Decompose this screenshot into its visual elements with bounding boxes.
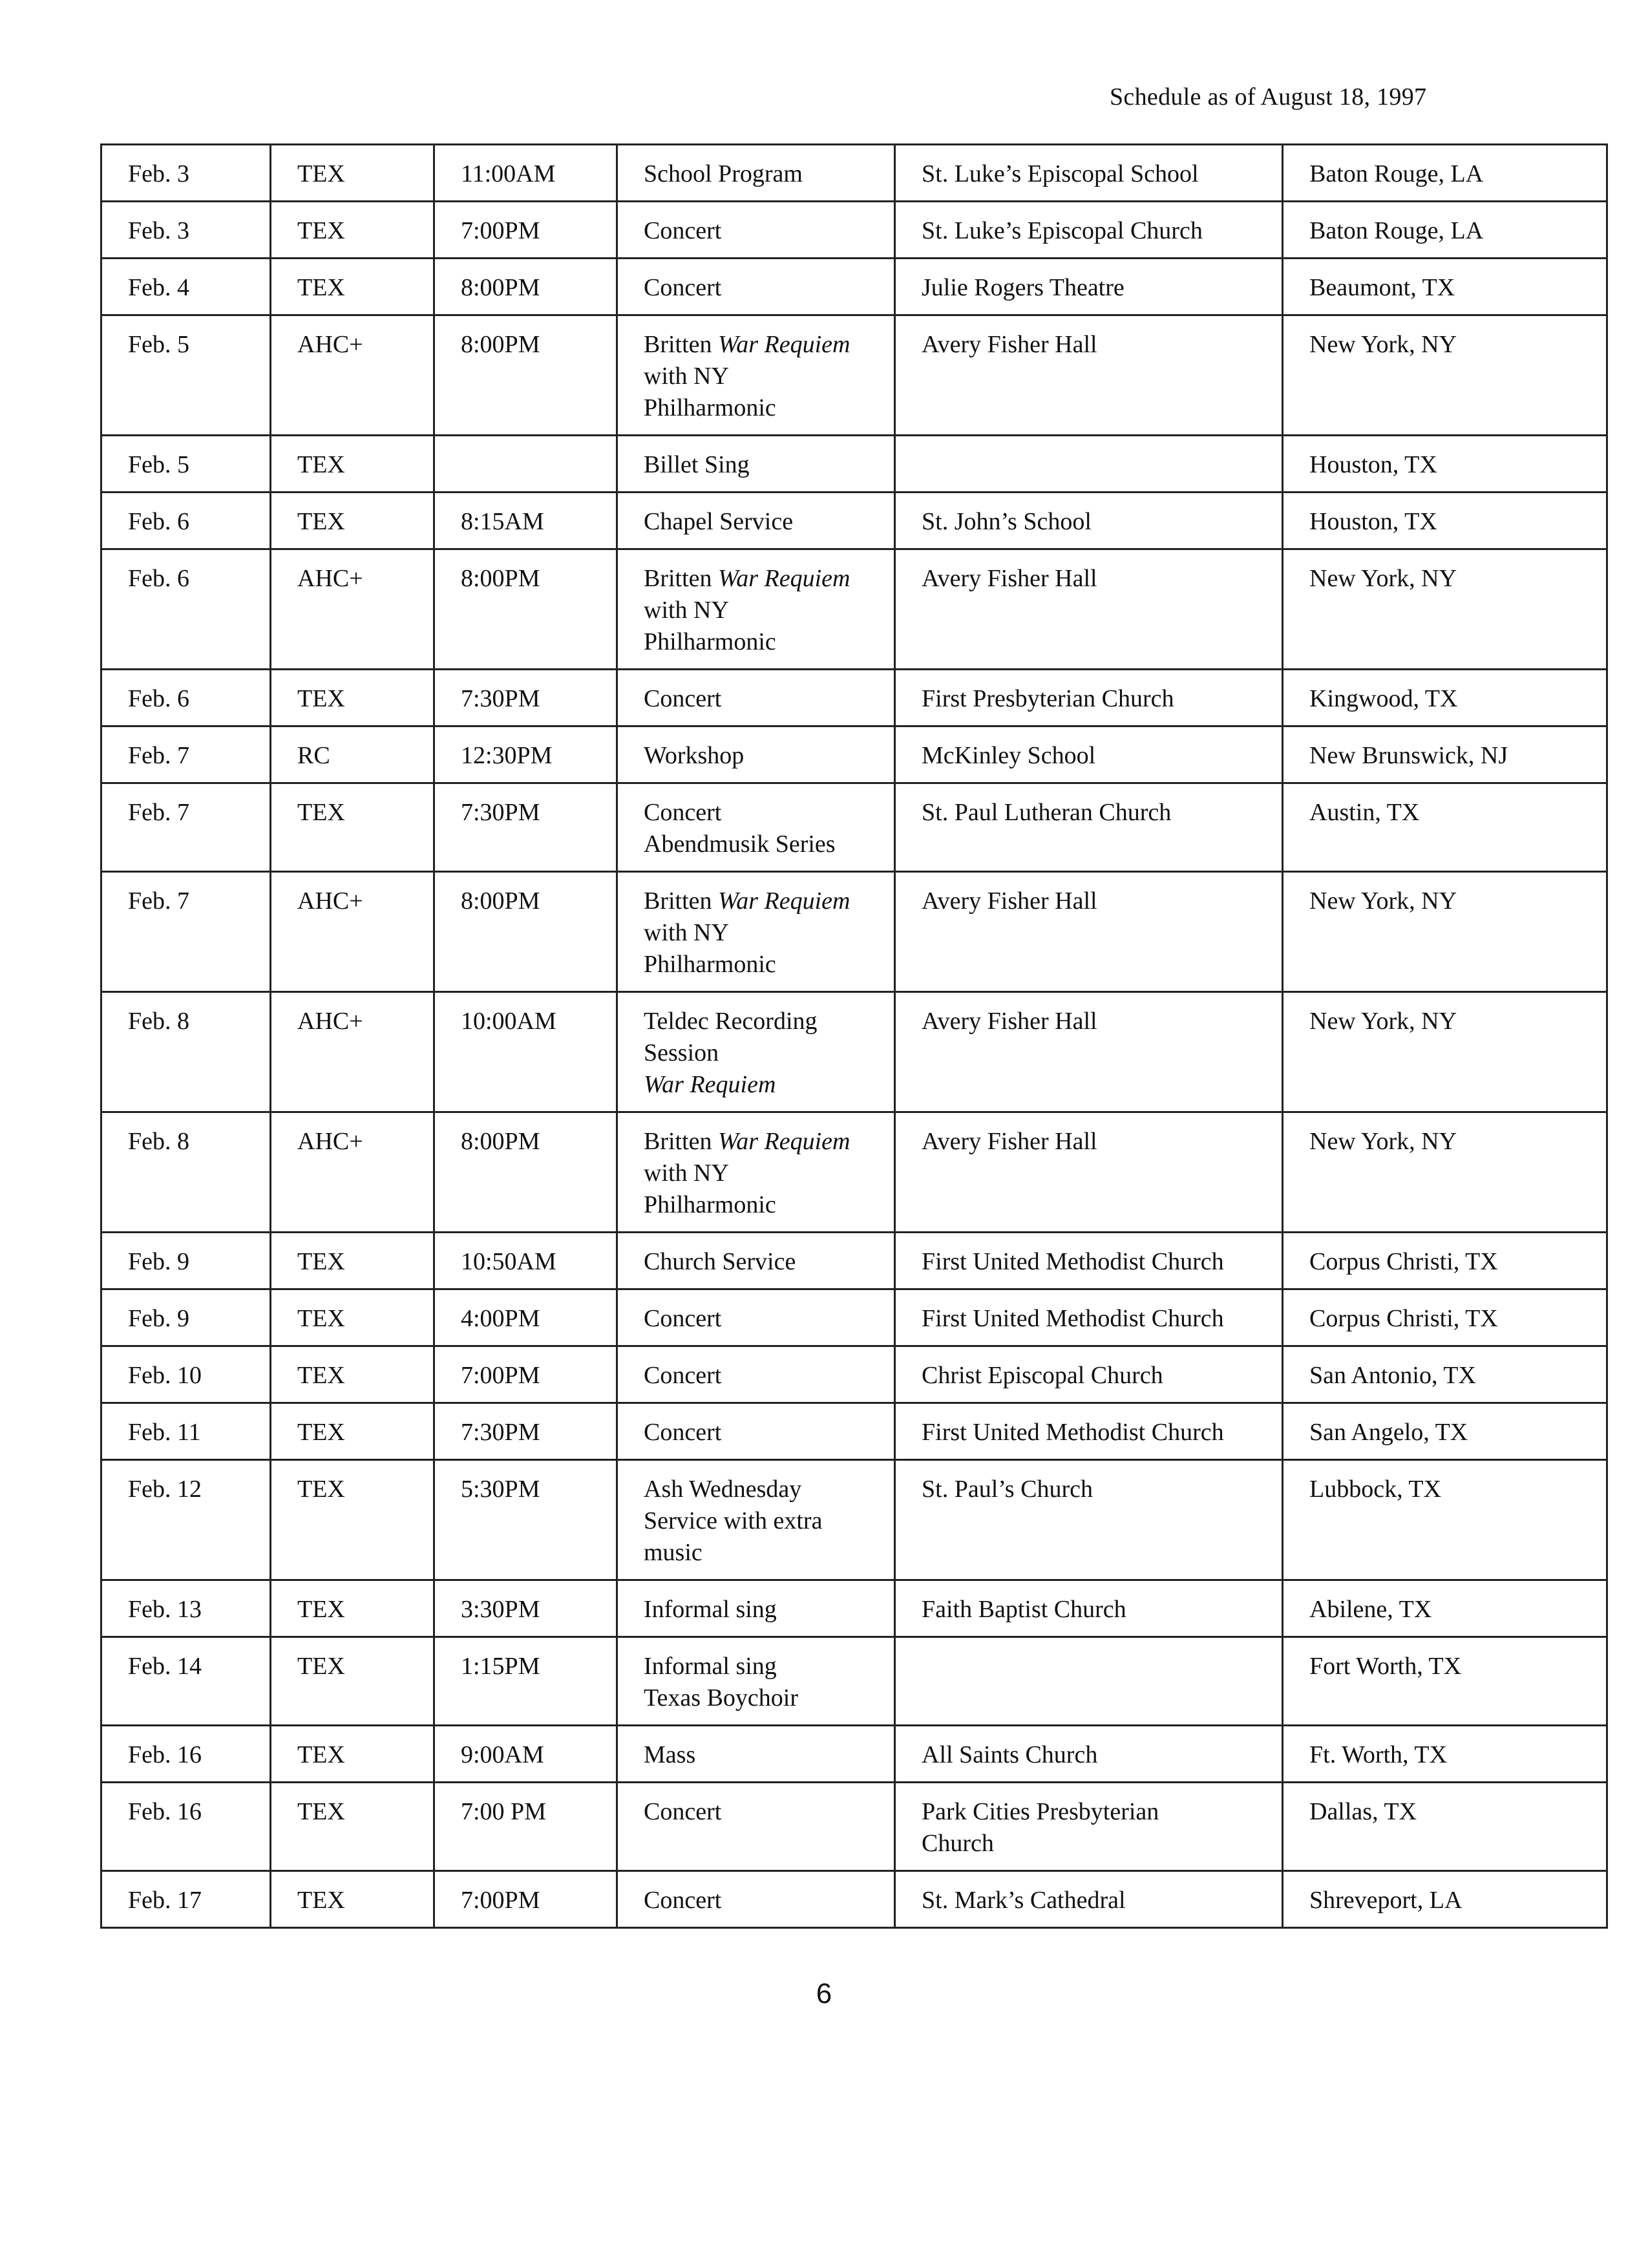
- event-line: [644, 1594, 877, 1626]
- group-cell: TEX: [271, 493, 434, 549]
- location-cell: Ft. Worth, TX: [1283, 1726, 1607, 1783]
- event-line: [644, 683, 877, 715]
- event-work-title: War Requiem: [644, 1071, 776, 1098]
- event-text: Informal sing: [644, 1653, 777, 1680]
- event-cell: [617, 1580, 895, 1637]
- venue-cell: [895, 1637, 1283, 1726]
- group-cell: TEX: [271, 1289, 434, 1346]
- venue-cell: [895, 1112, 1283, 1233]
- date-cell: Feb. 7: [101, 783, 271, 872]
- venue-line: Christ Episcopal Church: [922, 1362, 1163, 1389]
- event-cell: [617, 726, 895, 783]
- date-cell: Feb. 9: [101, 1233, 271, 1289]
- group-cell: AHC+: [271, 315, 434, 436]
- event-line: [644, 1303, 877, 1335]
- venue-line: All Saints Church: [922, 1741, 1098, 1768]
- group-cell: TEX: [271, 670, 434, 726]
- event-line: [644, 1739, 877, 1771]
- event-text: Workshop: [644, 742, 745, 769]
- location-cell: New York, NY: [1283, 1112, 1607, 1233]
- location-cell: New York, NY: [1283, 992, 1607, 1112]
- location-cell: Austin, TX: [1283, 783, 1607, 872]
- group-cell: TEX: [271, 1580, 434, 1637]
- event-line: [644, 829, 877, 860]
- location-cell: Lubbock, TX: [1283, 1460, 1607, 1580]
- venue-cell: [895, 670, 1283, 726]
- group-cell: TEX: [271, 259, 434, 315]
- table-row: [101, 145, 1607, 202]
- venue-cell: [895, 1726, 1283, 1783]
- table-row: [101, 1460, 1607, 1580]
- table-row: [101, 1346, 1607, 1403]
- time-cell: 7:00PM: [434, 1871, 617, 1928]
- event-text: Concert: [644, 1419, 722, 1446]
- event-text: Concert: [644, 1798, 722, 1825]
- date-cell: Feb. 13: [101, 1580, 271, 1637]
- event-line: [644, 392, 877, 424]
- venue-line: St. Paul Lutheran Church: [922, 799, 1172, 826]
- date-cell: Feb. 3: [101, 202, 271, 259]
- event-line: [644, 563, 877, 595]
- group-cell: TEX: [271, 436, 434, 493]
- event-line: [644, 361, 877, 392]
- venue-cell: [895, 992, 1283, 1112]
- date-cell: Feb. 3: [101, 145, 271, 202]
- venue-line: First United Methodist Church: [922, 1305, 1224, 1332]
- event-work-title: War Requiem: [718, 331, 850, 358]
- date-cell: Feb. 8: [101, 992, 271, 1112]
- schedule-date-note: Schedule as of August 18, 1997: [1110, 83, 1427, 111]
- time-cell: 7:00PM: [434, 1346, 617, 1403]
- event-line: [644, 1651, 877, 1682]
- event-text: with NY: [644, 919, 729, 946]
- event-text: music: [644, 1539, 703, 1566]
- event-line: [644, 595, 877, 626]
- event-line: [644, 215, 877, 247]
- date-cell: Feb. 5: [101, 315, 271, 436]
- event-cell: [617, 783, 895, 872]
- event-text: with NY: [644, 1160, 729, 1187]
- table-row: [101, 1637, 1607, 1726]
- venue-line: Avery Fisher Hall: [922, 887, 1097, 915]
- event-cell: [617, 1403, 895, 1460]
- venue-cell: [895, 1871, 1283, 1928]
- event-text: Philharmonic: [644, 628, 776, 655]
- venue-cell: [895, 202, 1283, 259]
- venue-line: First United Methodist Church: [922, 1419, 1224, 1446]
- time-cell: 5:30PM: [434, 1460, 617, 1580]
- date-cell: Feb. 10: [101, 1346, 271, 1403]
- location-cell: Abilene, TX: [1283, 1580, 1607, 1637]
- group-cell: TEX: [271, 1726, 434, 1783]
- event-line: [644, 1126, 877, 1158]
- date-cell: Feb. 8: [101, 1112, 271, 1233]
- table-row: [101, 726, 1607, 783]
- group-cell: TEX: [271, 1871, 434, 1928]
- venue-line: Avery Fisher Hall: [922, 1008, 1097, 1035]
- venue-line: First Presbyterian Church: [922, 685, 1174, 712]
- venue-cell: [895, 259, 1283, 315]
- event-cell: [617, 549, 895, 670]
- event-text: Ash Wednesday: [644, 1476, 802, 1503]
- venue-line: St. Paul’s Church: [922, 1476, 1093, 1503]
- venue-line: Park Cities Presbyterian: [922, 1798, 1159, 1825]
- event-cell: [617, 670, 895, 726]
- table-row: [101, 1726, 1607, 1783]
- venue-line: St. Luke’s Episcopal Church: [922, 217, 1203, 244]
- event-line: [644, 949, 877, 980]
- location-cell: New York, NY: [1283, 872, 1607, 992]
- event-cell: [617, 259, 895, 315]
- time-cell: 4:00PM: [434, 1289, 617, 1346]
- table-row: [101, 436, 1607, 493]
- event-text: Britten: [644, 331, 719, 358]
- time-cell: 8:00PM: [434, 315, 617, 436]
- location-cell: Fort Worth, TX: [1283, 1637, 1607, 1726]
- event-line: [644, 158, 877, 190]
- time-cell: 11:00AM: [434, 145, 617, 202]
- time-cell: 10:50AM: [434, 1233, 617, 1289]
- event-cell: [617, 1726, 895, 1783]
- time-cell: 8:00PM: [434, 872, 617, 992]
- date-cell: Feb. 4: [101, 259, 271, 315]
- event-line: [644, 329, 877, 361]
- event-line: [644, 626, 877, 658]
- group-cell: TEX: [271, 1233, 434, 1289]
- event-cell: [617, 315, 895, 436]
- location-cell: Corpus Christi, TX: [1283, 1289, 1607, 1346]
- event-text: School Program: [644, 160, 803, 187]
- venue-cell: [895, 1580, 1283, 1637]
- time-cell: 1:15PM: [434, 1637, 617, 1726]
- venue-line: Avery Fisher Hall: [922, 331, 1097, 358]
- event-line: [644, 1360, 877, 1392]
- event-cell: [617, 992, 895, 1112]
- venue-cell: [895, 315, 1283, 436]
- event-cell: [617, 1346, 895, 1403]
- location-cell: San Antonio, TX: [1283, 1346, 1607, 1403]
- table-row: [101, 549, 1607, 670]
- date-cell: Feb. 16: [101, 1783, 271, 1871]
- event-text: Britten: [644, 887, 719, 915]
- time-cell: 8:00PM: [434, 549, 617, 670]
- location-cell: New York, NY: [1283, 315, 1607, 436]
- event-line: [644, 1069, 877, 1101]
- time-cell: 7:00PM: [434, 202, 617, 259]
- location-cell: Kingwood, TX: [1283, 670, 1607, 726]
- location-cell: Baton Rouge, LA: [1283, 145, 1607, 202]
- event-line: [644, 885, 877, 917]
- event-text: Texas Boychoir: [644, 1684, 799, 1712]
- schedule-table: [100, 143, 1608, 1929]
- location-cell: San Angelo, TX: [1283, 1403, 1607, 1460]
- event-line: [644, 1474, 877, 1505]
- event-cell: [617, 145, 895, 202]
- event-text: Concert: [644, 1362, 722, 1389]
- event-line: [644, 1537, 877, 1569]
- venue-line: Faith Baptist Church: [922, 1596, 1126, 1623]
- event-cell: [617, 436, 895, 493]
- time-cell: 8:00PM: [434, 1112, 617, 1233]
- event-text: Britten: [644, 1128, 719, 1155]
- event-text: Philharmonic: [644, 1191, 776, 1218]
- date-cell: Feb. 7: [101, 726, 271, 783]
- event-line: [644, 1885, 877, 1916]
- schedule-table-body: [101, 145, 1607, 1928]
- location-cell: Houston, TX: [1283, 436, 1607, 493]
- event-cell: [617, 1871, 895, 1928]
- event-line: [644, 1417, 877, 1448]
- location-cell: New Brunswick, NJ: [1283, 726, 1607, 783]
- event-cell: [617, 1637, 895, 1726]
- location-cell: Houston, TX: [1283, 493, 1607, 549]
- venue-cell: [895, 1783, 1283, 1871]
- table-row: [101, 202, 1607, 259]
- event-work-title: War Requiem: [718, 565, 850, 592]
- table-row: [101, 783, 1607, 872]
- group-cell: AHC+: [271, 872, 434, 992]
- venue-cell: [895, 549, 1283, 670]
- event-line: [644, 506, 877, 538]
- event-line: [644, 1796, 877, 1828]
- event-text: Concert: [644, 217, 722, 244]
- page-number: 6: [816, 1978, 832, 2009]
- venue-cell: [895, 1289, 1283, 1346]
- table-row: [101, 1783, 1607, 1871]
- date-cell: Feb. 11: [101, 1403, 271, 1460]
- venue-cell: [895, 1460, 1283, 1580]
- group-cell: TEX: [271, 1783, 434, 1871]
- event-cell: [617, 1460, 895, 1580]
- time-cell: 8:15AM: [434, 493, 617, 549]
- group-cell: TEX: [271, 202, 434, 259]
- date-cell: Feb. 5: [101, 436, 271, 493]
- event-text: Concert: [644, 685, 722, 712]
- table-row: [101, 493, 1607, 549]
- event-text: Britten: [644, 565, 719, 592]
- group-cell: RC: [271, 726, 434, 783]
- group-cell: TEX: [271, 1403, 434, 1460]
- event-line: [644, 917, 877, 949]
- time-cell: 3:30PM: [434, 1580, 617, 1637]
- group-cell: TEX: [271, 1637, 434, 1726]
- group-cell: TEX: [271, 1346, 434, 1403]
- location-cell: Shreveport, LA: [1283, 1871, 1607, 1928]
- event-text: Philharmonic: [644, 951, 776, 978]
- date-cell: Feb. 9: [101, 1289, 271, 1346]
- group-cell: TEX: [271, 145, 434, 202]
- group-cell: TEX: [271, 783, 434, 872]
- event-line: [644, 1006, 877, 1037]
- event-cell: [617, 1233, 895, 1289]
- event-text: Concert: [644, 274, 722, 301]
- venue-line: First United Methodist Church: [922, 1248, 1224, 1275]
- event-text: Service with extra: [644, 1507, 823, 1534]
- event-line: [644, 1682, 877, 1714]
- event-text: Philharmonic: [644, 394, 776, 421]
- table-row: [101, 1233, 1607, 1289]
- event-cell: [617, 1289, 895, 1346]
- event-text: Concert: [644, 1887, 722, 1914]
- event-text: Concert: [644, 1305, 722, 1332]
- event-line: [644, 449, 877, 481]
- event-line: [644, 1189, 877, 1221]
- event-text: Chapel Service: [644, 508, 794, 535]
- event-line: [644, 1505, 877, 1537]
- event-cell: [617, 1783, 895, 1871]
- venue-cell: [895, 1346, 1283, 1403]
- date-cell: Feb. 17: [101, 1871, 271, 1928]
- venue-line: Avery Fisher Hall: [922, 1128, 1097, 1155]
- venue-line: Julie Rogers Theatre: [922, 274, 1125, 301]
- date-cell: Feb. 7: [101, 872, 271, 992]
- table-row: [101, 1403, 1607, 1460]
- event-text: with NY: [644, 597, 729, 624]
- event-line: [644, 740, 877, 772]
- venue-cell: [895, 145, 1283, 202]
- event-text: Teldec Recording: [644, 1008, 818, 1035]
- date-cell: Feb. 12: [101, 1460, 271, 1580]
- event-line: [644, 1037, 877, 1069]
- table-row: [101, 1871, 1607, 1928]
- event-text: Mass: [644, 1741, 696, 1768]
- time-cell: 8:00PM: [434, 259, 617, 315]
- time-cell: [434, 436, 617, 493]
- event-cell: [617, 493, 895, 549]
- location-cell: Beaumont, TX: [1283, 259, 1607, 315]
- venue-line: Avery Fisher Hall: [922, 565, 1097, 592]
- date-cell: Feb. 6: [101, 493, 271, 549]
- event-text: Concert: [644, 799, 722, 826]
- table-row: [101, 259, 1607, 315]
- event-text: Session: [644, 1039, 719, 1066]
- group-cell: AHC+: [271, 549, 434, 670]
- date-cell: Feb. 6: [101, 549, 271, 670]
- time-cell: 7:30PM: [434, 670, 617, 726]
- event-work-title: War Requiem: [718, 887, 850, 915]
- venue-line: St. John’s School: [922, 508, 1092, 535]
- event-cell: [617, 202, 895, 259]
- venue-line: Church: [922, 1830, 994, 1857]
- event-text: Billet Sing: [644, 451, 750, 478]
- event-cell: [617, 1112, 895, 1233]
- table-row: [101, 670, 1607, 726]
- venue-cell: [895, 726, 1283, 783]
- location-cell: Dallas, TX: [1283, 1783, 1607, 1871]
- event-text: Church Service: [644, 1248, 796, 1275]
- table-row: [101, 315, 1607, 436]
- event-text: with NY: [644, 363, 729, 390]
- group-cell: AHC+: [271, 992, 434, 1112]
- event-line: [644, 272, 877, 304]
- table-row: [101, 1289, 1607, 1346]
- event-line: [644, 1158, 877, 1189]
- group-cell: TEX: [271, 1460, 434, 1580]
- time-cell: 7:30PM: [434, 783, 617, 872]
- date-cell: Feb. 14: [101, 1637, 271, 1726]
- venue-cell: [895, 493, 1283, 549]
- time-cell: 10:00AM: [434, 992, 617, 1112]
- table-row: [101, 1580, 1607, 1637]
- venue-cell: [895, 783, 1283, 872]
- date-cell: Feb. 6: [101, 670, 271, 726]
- event-text: Informal sing: [644, 1596, 777, 1623]
- venue-line: St. Mark’s Cathedral: [922, 1887, 1126, 1914]
- time-cell: 7:30PM: [434, 1403, 617, 1460]
- venue-cell: [895, 872, 1283, 992]
- venue-cell: [895, 436, 1283, 493]
- table-row: [101, 872, 1607, 992]
- event-line: [644, 1246, 877, 1278]
- group-cell: AHC+: [271, 1112, 434, 1233]
- venue-cell: [895, 1403, 1283, 1460]
- time-cell: 12:30PM: [434, 726, 617, 783]
- location-cell: New York, NY: [1283, 549, 1607, 670]
- date-cell: Feb. 16: [101, 1726, 271, 1783]
- venue-line: St. Luke’s Episcopal School: [922, 160, 1199, 187]
- location-cell: Corpus Christi, TX: [1283, 1233, 1607, 1289]
- venue-cell: [895, 1233, 1283, 1289]
- table-row: [101, 992, 1607, 1112]
- time-cell: 7:00 PM: [434, 1783, 617, 1871]
- table-row: [101, 1112, 1607, 1233]
- location-cell: Baton Rouge, LA: [1283, 202, 1607, 259]
- event-text: Abendmusik Series: [644, 831, 836, 858]
- venue-line: McKinley School: [922, 742, 1096, 769]
- time-cell: 9:00AM: [434, 1726, 617, 1783]
- event-cell: [617, 872, 895, 992]
- event-line: [644, 797, 877, 829]
- event-work-title: War Requiem: [718, 1128, 850, 1155]
